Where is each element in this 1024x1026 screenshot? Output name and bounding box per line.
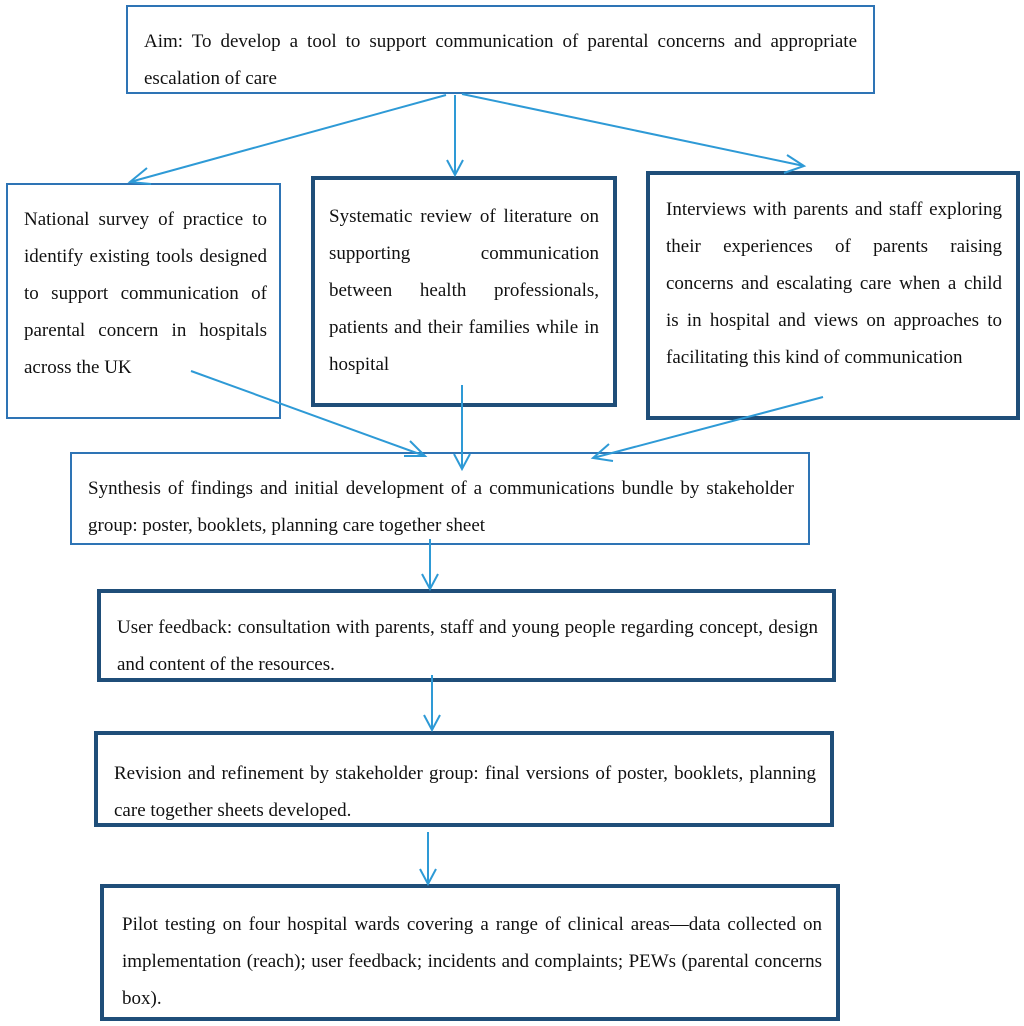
aim-text: Aim: To develop a tool to support communication of parental concerns and appropriate escalation of care <box>144 31 857 89</box>
arrow-aim-to-survey <box>130 95 446 184</box>
arrow-interviews-to-synthesis <box>593 397 823 461</box>
review-text: Systematic review of literature on supporting communication between health professionals, patients and their families while in hospital <box>329 206 599 375</box>
arrow-revision-to-pilot <box>420 832 436 884</box>
interviews-text: Interviews with parents and staff exploring their experiences of parents raising concerns and escalating care when a child is in hospital and views on approaches to facilitating this kind of communication <box>666 199 1002 368</box>
survey-text: National survey of practice to identify existing tools designed to support communication of parental concern in hospitals across the UK <box>24 209 267 378</box>
feedback-text: User feedback: consultation with parents, staff and young people regarding concept, design and content of the resources. <box>117 617 818 675</box>
pilot-text: Pilot testing on four hospital wards covering a range of clinical areas—data collected on implementation (reach); user feedback; incidents and complaints; PEWs (parental concerns box). <box>122 914 822 1009</box>
arrow-aim-to-interviews <box>462 94 804 173</box>
arrow-survey-to-synthesis <box>191 371 425 456</box>
revision-text: Revision and refinement by stakeholder group: final versions of poster, booklets, planning care together sheets developed. <box>114 763 816 821</box>
arrow-synthesis-to-feedback <box>422 539 438 589</box>
arrow-aim-to-review <box>447 95 463 175</box>
arrow-review-to-synthesis <box>454 385 470 469</box>
synthesis-text: Synthesis of findings and initial development of a communications bundle by stakeholder group: poster, booklets, planning care together sheet <box>88 478 794 536</box>
arrow-feedback-to-revision <box>424 675 440 730</box>
